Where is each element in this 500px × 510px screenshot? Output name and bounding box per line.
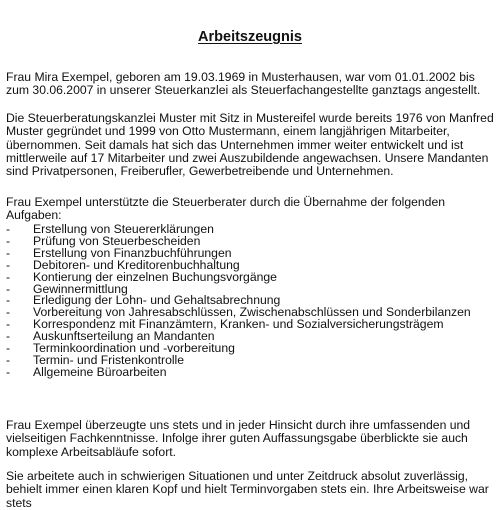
performance-paragraph: Sie arbeitete auch in schwierigen Situationen und unter Zeitdruck absolut zuverlässig, behielt immer einen klaren Kopf und hielt Terminvorgaben stets ein. Ihre Arbeitsweise war stets bbox=[6, 469, 489, 510]
bullet-dash: - bbox=[6, 281, 11, 296]
task-text: Vorbereitung von Jahresabschlüssen, Zwischenabschlüssen und Sonderbilanzen bbox=[33, 305, 471, 320]
bullet-dash: - bbox=[6, 341, 11, 356]
task-text: Prüfung von Steuerbescheiden bbox=[33, 233, 201, 248]
task-text: Auskunftserteilung an Mandanten bbox=[33, 329, 215, 344]
tasks-intro-paragraph: Frau Exempel unterstützte die Steuerberater durch die Übernahme der folgenden Aufgaben: bbox=[6, 195, 446, 223]
task-text: Erledigung der Lohn- und Gehaltsabrechnung bbox=[33, 293, 281, 308]
company-paragraph: Die Steuerberatungskanzlei Muster mit Sitz in Mustereifel wurde bereits 1976 von Manfred Muster gegründet und 1999 von Otto Mustermann, einem langjährigen Mitarbeiter, übernommen. Seit damals hat sich das Unternehmen immer weiter entwickelt und ist mittlerweile auf 17 Mitarbeiter und zwei Auszubildende angewachsen. Unsere Mandanten sind Privatpersonen, Freiberufler, Gewerbetreibende und Unternehmen. bbox=[6, 111, 494, 179]
bullet-dash: - bbox=[6, 364, 11, 379]
bullet-dash: - bbox=[6, 317, 11, 332]
bullet-dash: - bbox=[6, 305, 11, 320]
task-text: Termin- und Fristenkontrolle bbox=[33, 352, 185, 367]
bullet-dash: - bbox=[6, 352, 11, 367]
bullet-dash: - bbox=[6, 222, 11, 236]
task-text: Korrespondenz mit Finanzämtern, Kranken- und Sozialversicherungsträgem bbox=[33, 317, 444, 332]
document-title: Arbeitszeugnis bbox=[198, 29, 302, 45]
intro-paragraph: Frau Mira Exempel, geboren am 19.03.1969 in Musterhausen, war vom 01.01.2002 bis zum 30.06.2007 in unserer Steuerkanzlei als Steuerfachangestellte ganztags angestellt. bbox=[6, 70, 481, 98]
task-text: Terminkoordination und -vorbereitung bbox=[33, 341, 235, 356]
task-text: Erstellung von Finanzbuchführungen bbox=[33, 245, 232, 260]
bullet-dash: - bbox=[6, 245, 11, 260]
list-item bbox=[6, 364, 496, 379]
task-text: Kontierung der einzelnen Buchungsvorgänge bbox=[33, 269, 277, 284]
task-text: Allgemeine Büroarbeiten bbox=[33, 364, 167, 379]
bullet-dash: - bbox=[6, 269, 11, 284]
bullet-dash: - bbox=[6, 233, 11, 248]
bullet-dash: - bbox=[6, 293, 11, 308]
knowledge-paragraph: Frau Exempel überzeugte uns stets und in jeder Hinsicht durch ihre umfassenden und vielseitigen Fachkenntnisse. Infolge ihrer guten Auffassungsgabe überblickte sie auch komplexe Arbeitsabläufe sofort. bbox=[6, 418, 471, 459]
task-text: Erstellung von Steuererklärungen bbox=[33, 222, 214, 236]
bullet-dash: - bbox=[6, 329, 11, 344]
bullet-dash: - bbox=[6, 257, 11, 272]
task-list bbox=[6, 224, 496, 379]
task-text: Debitoren- und Kreditorenbuchhaltung bbox=[33, 257, 240, 272]
task-text: Gewinnermittlung bbox=[33, 281, 128, 296]
